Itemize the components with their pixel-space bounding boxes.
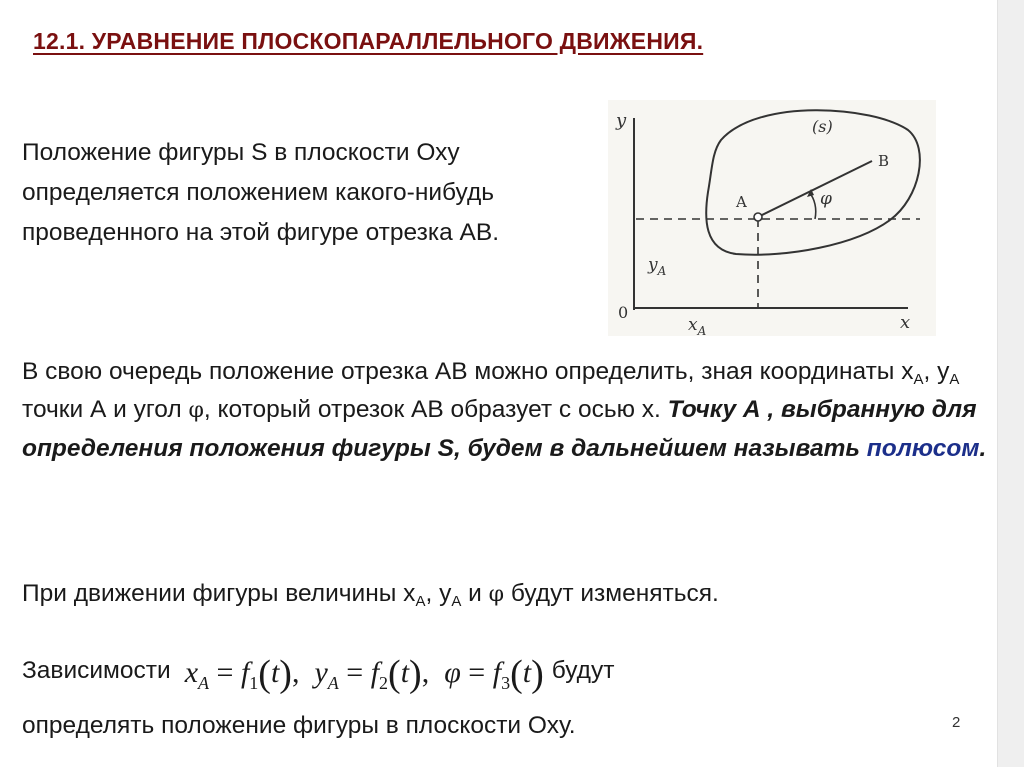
paragraph-conclusion: определять положение фигуры в плоскости Оху. <box>22 712 576 739</box>
paragraph-variables-change <box>22 575 1012 614</box>
paragraph-pole-definition <box>22 353 1012 468</box>
p2-sub-xa: A <box>913 371 924 388</box>
p2-text-2: , y <box>923 358 950 385</box>
motion-equations: $x_A = f_1(t)$, $y_A = f_2(t)$, $\varphi = f_3(t)$ <box>184 653 544 695</box>
p3-text-3: и <box>461 580 489 607</box>
xa-label: $x_A$ <box>688 315 707 336</box>
p2-phi: φ <box>188 398 204 423</box>
p3-text-1: При движении фигуры величины х <box>22 580 416 607</box>
page-title: 12.1. УРАВНЕНИЕ ПЛОСКОПАРАЛЛЕЛЬНОГО ДВИЖЕНИЯ. <box>33 28 704 54</box>
paragraph-position: Положение фигуры S в плоскости Оху определяется положением какого-нибудь проведенного на этой фигуре отрезка АВ. <box>22 139 500 246</box>
p2-end: . <box>979 435 987 462</box>
p2-text-1: В свою очередь положение отрезка АВ можно определить, зная координаты х <box>22 358 914 385</box>
p2-text-4: , который отрезок АВ образует с осью х. <box>203 396 668 423</box>
origin-label: 0 <box>618 303 629 322</box>
p3-phi: φ <box>488 582 505 607</box>
page-number: 2 <box>952 714 961 731</box>
y-axis-label: y <box>616 110 627 131</box>
p3-text-2: , y <box>425 580 452 607</box>
p4-trail: будут <box>551 657 615 684</box>
p2-sub-ya: A <box>949 371 960 388</box>
p2-pole-term: полюсом <box>866 435 980 462</box>
p3-sub-ya: A <box>451 593 462 610</box>
p3-sub-xa: A <box>415 593 426 610</box>
point-a-label: A <box>736 193 747 211</box>
point-a-marker <box>754 213 762 221</box>
angle-label: φ <box>820 189 832 209</box>
p4-lead: Зависимости <box>22 657 171 684</box>
ya-label: $y_A$ <box>648 255 667 278</box>
x-axis-label: x <box>900 312 911 333</box>
p3-text-4: будут изменяться. <box>504 580 719 607</box>
paragraph-dependencies <box>22 652 1022 693</box>
motion-figure <box>608 100 936 336</box>
p2-text-3: точки А и угол <box>22 396 189 423</box>
point-b-label: B <box>878 152 890 170</box>
shape-label: (s) <box>812 117 833 136</box>
p2-bold-text: Точку А , выбранную для определения положения фигуры S, будем в дальнейшем называть <box>22 396 977 462</box>
